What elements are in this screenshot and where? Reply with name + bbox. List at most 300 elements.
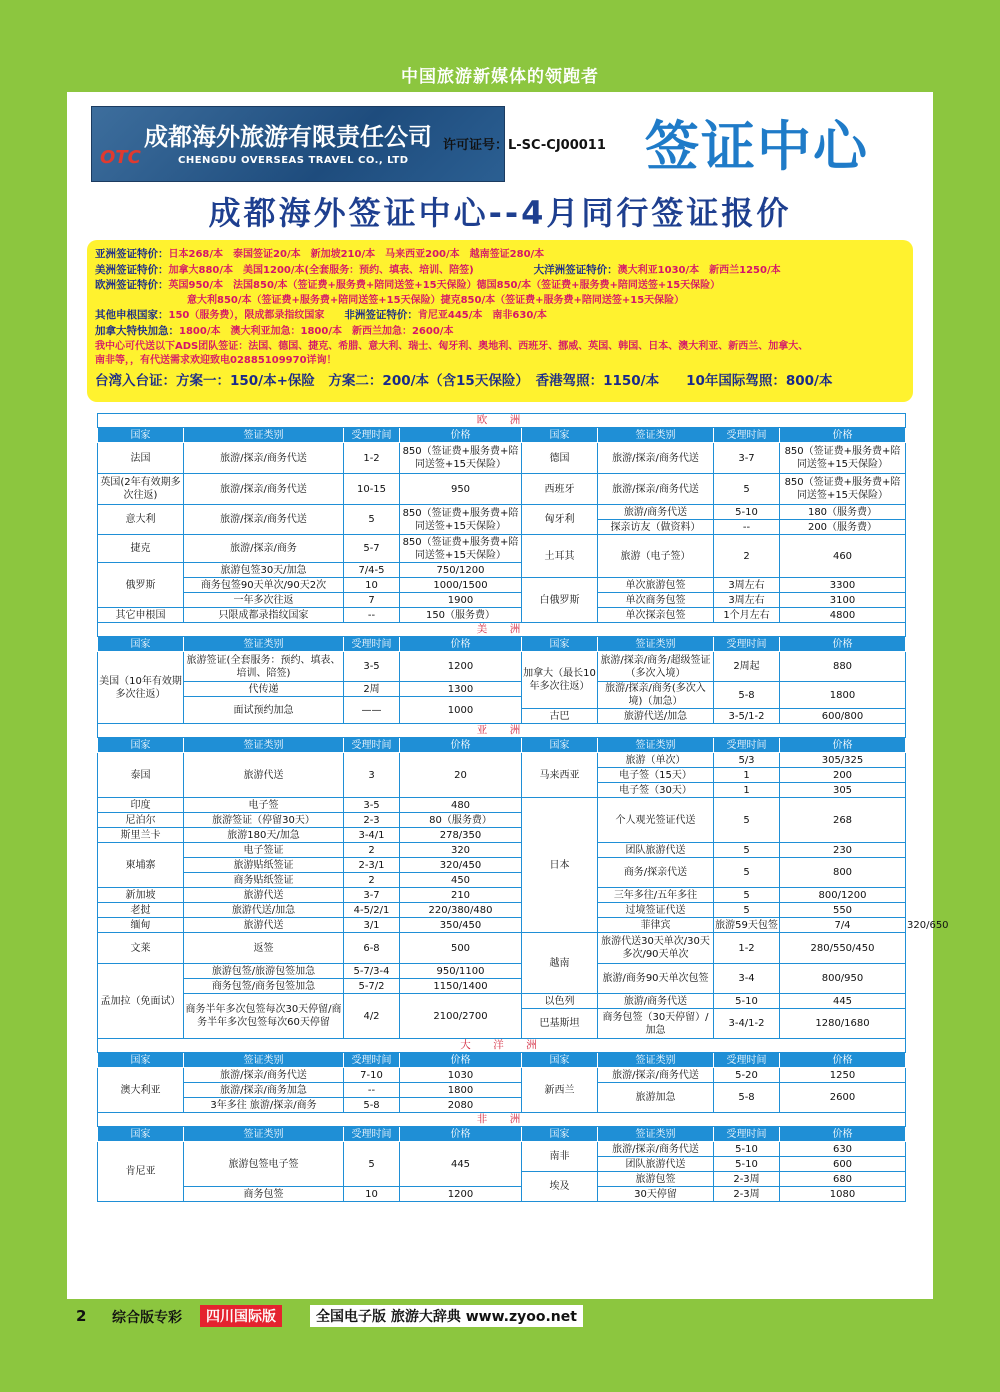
table-cell: 探亲访友（做资料） (598, 520, 714, 535)
page-title: 成都海外签证中心--4月同行签证报价 (208, 194, 792, 232)
table-cell: 150（服务费） (400, 608, 522, 623)
table-row (98, 843, 906, 858)
sichuan-edition-badge: 四川国际版 (200, 1305, 282, 1327)
table-cell: 230 (780, 843, 906, 858)
table-cell: 200 (780, 768, 906, 783)
table-cell: 旅游（电子签） (598, 535, 714, 578)
table-cell: 800/1200 (780, 888, 906, 903)
table-cell: 电子签证 (184, 843, 344, 858)
table-cell: 只限成都录指纹国家 (184, 608, 344, 623)
section-africa: 非 洲 (98, 1113, 906, 1127)
table-cell: 返签 (184, 933, 344, 964)
table-cell: 3年多往 旅游/探亲/商务 (184, 1098, 344, 1113)
table-cell: 旅游/商务代送 (598, 994, 714, 1009)
table-cell: 600/800 (780, 709, 906, 724)
table-cell: 268 (780, 798, 906, 843)
table-cell: 价格 (400, 637, 522, 652)
table-cell: 3-5/1-2 (714, 709, 780, 724)
table-cell: 1000/1500 (400, 578, 522, 593)
table-cell: 柬埔寨 (98, 843, 184, 888)
table-cell: 受理时间 (344, 738, 400, 753)
promo-line-express: 加拿大特快加急：1800/本 澳大利亚加急：1800/本 新西兰加急：2600/本 (95, 324, 454, 337)
table-cell: 305 (780, 783, 906, 798)
table-cell: 445 (400, 1142, 522, 1187)
table-cell: 电子签 (184, 798, 344, 813)
table-row (98, 1068, 906, 1083)
table-cell: 旅游/商务代送 (598, 505, 714, 520)
table-cell: 2600 (780, 1083, 906, 1113)
promo-line-taiwan-hk: 台湾入台证：方案一：150/本+保险 方案二：200/本（含15天保险） 香港驾照：1150/本 10年国际驾照：800/本 (95, 372, 833, 389)
table-cell: 以色列 (522, 994, 598, 1009)
table-cell: 5 (714, 888, 780, 903)
table-row (98, 578, 906, 593)
table-cell: 80（服务费） (400, 813, 522, 828)
page-footer (66, 1304, 936, 1328)
table-cell: 280/550/450 (780, 933, 906, 964)
table-cell: 土耳其 (522, 535, 598, 578)
page-number: 2 (76, 1307, 87, 1325)
table-cell: 1 (714, 783, 780, 798)
table-cell: 签证类别 (184, 1053, 344, 1068)
table-cell: 3-7 (344, 888, 400, 903)
table-cell: 电子签（15天） (598, 768, 714, 783)
table-cell: 越南 (522, 933, 598, 994)
table-cell: 320/450 (400, 858, 522, 873)
table-row (98, 593, 906, 608)
table-cell: 2周起 (714, 652, 780, 682)
table-cell: 价格 (780, 637, 906, 652)
table-cell: 印度 (98, 798, 184, 813)
table-cell: 480 (400, 798, 522, 813)
table-cell: 斯里兰卡 (98, 828, 184, 843)
table-cell: 5 (344, 1142, 400, 1187)
table-cell: 750/1200 (400, 563, 522, 578)
table-cell: 缅甸 (98, 918, 184, 933)
table-row (98, 964, 906, 979)
table-cell: -- (344, 1083, 400, 1098)
table-cell: 7/4 (780, 918, 906, 933)
tagline: 中国旅游新媒体的领跑者 (401, 67, 599, 87)
table-cell: 旅游/探亲/商务代送 (184, 1068, 344, 1083)
table-cell: 国家 (522, 637, 598, 652)
table-cell: 签证类别 (598, 1127, 714, 1142)
table-cell: 价格 (400, 1053, 522, 1068)
table-cell: 一年多次往返 (184, 593, 344, 608)
table-header-row (98, 1053, 906, 1068)
visa-center-heading: 签证中心 (645, 115, 869, 178)
table-cell: 价格 (780, 1053, 906, 1068)
table-cell: 1250 (780, 1068, 906, 1083)
table-row (98, 798, 906, 813)
table-cell: 5-10 (714, 994, 780, 1009)
table-cell: 旅游/探亲/商务代送 (598, 443, 714, 474)
table-cell: 价格 (780, 1127, 906, 1142)
table-cell: 1080 (780, 1187, 906, 1202)
table-cell: 旅游/探亲/商务代送 (184, 505, 344, 535)
table-cell: 5-10 (714, 1157, 780, 1172)
edition-label: 综合版专彩 (112, 1310, 182, 1326)
promo-line-europe: 欧洲签证特价：英国950/本 法国850/本（签证费+服务费+陪同送签+15天保险）德国850/本（签证费+服务费+陪同送签+15天保险） (95, 279, 721, 292)
table-cell: 5-7 (344, 535, 400, 563)
website-link[interactable]: 全国电子版 旅游大辞典 www.zyoo.net (310, 1305, 583, 1327)
table-cell: 签证类别 (184, 1127, 344, 1142)
table-cell: 7 (344, 593, 400, 608)
table-cell: 1000 (400, 697, 522, 724)
table-cell: 国家 (522, 1053, 598, 1068)
table-cell: 老挝 (98, 903, 184, 918)
table-cell: 旅游/探亲/商务/超级签证（多次入境） (598, 652, 714, 682)
table-cell: 5-8 (714, 682, 780, 709)
table-cell: 白俄罗斯 (522, 578, 598, 623)
table-cell: 20 (400, 753, 522, 798)
promo-line-ads: 我中心可代送以下ADS团队签证：法国、德国、捷克、希腊、意大利、瑞士、匈牙利、奥地利、西班牙、挪威、英国、韩国、日本、澳大利亚、新西兰、加拿大、 (95, 340, 809, 352)
table-cell: 1个月左右 (714, 608, 780, 623)
table-cell: 澳大利亚 (98, 1068, 184, 1113)
table-cell: 俄罗斯 (98, 563, 184, 608)
promo-line-europe-2: 意大利850/本（签证费+服务费+陪同送签+15天保险）捷克850/本（签证费+服务费+陪同送签+15天保险） (187, 294, 685, 306)
promo-line-america: 美洲签证特价：加拿大880/本 美国1200/本(全套服务：预约、填表、培训、陪签) 大洋洲签证特价：澳大利亚1030/本 新西兰1250/本 (95, 263, 781, 276)
table-cell: 1280/1680 (780, 1009, 906, 1039)
table-cell: 国家 (98, 738, 184, 753)
company-name-cn: 成都海外旅游有限责任公司 (144, 122, 432, 151)
table-cell: 630 (780, 1142, 906, 1157)
table-cell: 2-3/1 (344, 858, 400, 873)
table-cell: 面试预约加急 (184, 697, 344, 724)
table-cell: 旅游代送 (184, 753, 344, 798)
table-cell: 10-15 (344, 474, 400, 505)
table-cell: 5-7/3-4 (344, 964, 400, 979)
table-cell: 305/325 (780, 753, 906, 768)
table-cell: 西班牙 (522, 474, 598, 505)
special-offers-box (87, 240, 913, 402)
table-cell: 国家 (522, 428, 598, 443)
table-header-row (98, 428, 906, 443)
table-cell: 商务半年多次包签每次30天停留/商务半年多次包签每次60天停留 (184, 994, 344, 1039)
table-cell: 旅游包签 (598, 1172, 714, 1187)
table-cell: 600 (780, 1157, 906, 1172)
table-cell: 5-7/2 (344, 979, 400, 994)
table-cell: 受理时间 (344, 637, 400, 652)
table-cell: 800 (780, 858, 906, 888)
table-cell: 1300 (400, 682, 522, 697)
table-cell: 代传递 (184, 682, 344, 697)
table-cell: 1-2 (714, 933, 780, 964)
table-cell: 国家 (98, 1127, 184, 1142)
page-sheet (67, 92, 949, 1299)
table-cell: 旅游贴纸签证 (184, 858, 344, 873)
table-cell: 商务包签（30天停留）/加急 (598, 1009, 714, 1039)
table-cell: 旅游/商务90天单次包签 (598, 964, 714, 994)
table-cell: 旅游包签/旅游包签加急 (184, 964, 344, 979)
table-cell: 捷克 (98, 535, 184, 563)
table-row (98, 652, 906, 682)
table-cell: 南非 (522, 1142, 598, 1172)
table-cell: 278/350 (400, 828, 522, 843)
table-cell: 单次探亲包签 (598, 608, 714, 623)
table-cell: 3周左右 (714, 578, 780, 593)
table-cell: 旅游包签电子签 (184, 1142, 344, 1187)
table-cell: 价格 (400, 1127, 522, 1142)
table-cell: 古巴 (522, 709, 598, 724)
table-cell: 950 (400, 474, 522, 505)
section-oceania: 大 洋 洲 (98, 1039, 906, 1053)
table-cell: 旅游代送 (184, 918, 344, 933)
table-row (98, 903, 906, 918)
table-cell: 180（服务费） (780, 505, 906, 520)
table-header-row (98, 1127, 906, 1142)
table-cell: 5 (344, 505, 400, 535)
table-cell: 旅游/探亲/商务代送 (598, 1142, 714, 1157)
table-cell: 500 (400, 933, 522, 964)
table-cell: 1800 (780, 682, 906, 709)
table-cell: 5 (714, 858, 780, 888)
table-cell: 单次商务包签 (598, 593, 714, 608)
table-cell: 3-5 (344, 798, 400, 813)
table-cell: 5 (714, 903, 780, 918)
table-cell: 10 (344, 578, 400, 593)
table-row: 缅甸 旅游代送 3/1 350/450 菲律宾 旅游59天包签 7/4 320/650 (98, 918, 906, 933)
company-name-en: CHENGDU OVERSEAS TRAVEL CO., LTD (178, 155, 409, 166)
table-cell: 450 (400, 873, 522, 888)
table-cell: 受理时间 (344, 1053, 400, 1068)
table-cell: 445 (780, 994, 906, 1009)
table-cell: 5 (714, 843, 780, 858)
table-row (98, 753, 906, 768)
table-cell: 受理时间 (714, 738, 780, 753)
table-cell: 850（签证费+服务费+陪同送签+15天保险） (400, 443, 522, 474)
table-cell: 三年多往/五年多往 (598, 888, 714, 903)
table-cell: 美国（10年有效期多次往返） (98, 652, 184, 724)
table-header-row (98, 738, 906, 753)
table-cell: 5-20 (714, 1068, 780, 1083)
table-cell: 旅游/探亲/商务代送 (598, 474, 714, 505)
table-row (98, 443, 906, 474)
promo-line-schengen: 其他申根国家：150（服务费），限成都录指纹国家 非洲签证特价：肯尼亚445/本 南非630/本 (95, 309, 547, 322)
table-cell: 商务包签/商务包签加急 (184, 979, 344, 994)
table-cell: 460 (780, 535, 906, 578)
table-cell: 英国(2年有效期多次往返) (98, 474, 184, 505)
section-europe: 欧 洲 (98, 414, 906, 428)
table-cell: 签证类别 (184, 637, 344, 652)
table-cell: 3100 (780, 593, 906, 608)
table-cell: 850（签证费+服务费+陪同送签+15天保险） (400, 505, 522, 535)
table-cell: 文莱 (98, 933, 184, 964)
table-cell: 1 (714, 768, 780, 783)
table-cell: 550 (780, 903, 906, 918)
table-cell: 5 (714, 798, 780, 843)
table-cell: 商务贴纸签证 (184, 873, 344, 888)
table-row (98, 933, 906, 964)
visa-price-table (97, 413, 949, 1202)
table-cell: 单次旅游包签 (598, 578, 714, 593)
table-cell: 1200 (400, 1187, 522, 1202)
table-cell: 2 (714, 535, 780, 578)
table-cell: 旅游加急 (598, 1083, 714, 1113)
license-number: 许可证号：L-SC-CJ00011 (443, 138, 606, 153)
table-cell: 旅游签证(全套服务：预约、填表、培训、陪签) (184, 652, 344, 682)
table-row (98, 994, 906, 1009)
table-cell: 3-4/1-2 (714, 1009, 780, 1039)
table-cell: 价格 (400, 738, 522, 753)
table-cell: 5-10 (714, 505, 780, 520)
table-cell: 签证类别 (184, 738, 344, 753)
table-cell: 菲律宾 (598, 918, 714, 933)
table-cell: 1800 (400, 1083, 522, 1098)
table-cell: 旅游/探亲/商务代送 (184, 474, 344, 505)
table-row (98, 505, 906, 520)
table-cell: 价格 (400, 428, 522, 443)
table-cell: 1900 (400, 593, 522, 608)
promo-line-ads-2: 南非等，，有代送需求欢迎致电02885109970详询！ (95, 355, 337, 367)
table-cell: 商务包签 (184, 1187, 344, 1202)
table-cell: -- (714, 520, 780, 535)
table-cell: 国家 (98, 637, 184, 652)
table-cell: 匈牙利 (522, 505, 598, 535)
table-cell: 200（服务费） (780, 520, 906, 535)
table-cell: 意大利 (98, 505, 184, 535)
table-cell: 泰国 (98, 753, 184, 798)
table-cell: 受理时间 (714, 637, 780, 652)
table-cell: 商务包签90天单次/90天2次 (184, 578, 344, 593)
table-header-row (98, 637, 906, 652)
table-cell: 3-4 (714, 964, 780, 994)
table-cell: 4/2 (344, 994, 400, 1039)
table-cell: 尼泊尔 (98, 813, 184, 828)
table-row (98, 888, 906, 903)
table-cell: 个人观光签证代送 (598, 798, 714, 843)
table-cell: 商务/探亲代送 (598, 858, 714, 888)
table-cell: 950/1100 (400, 964, 522, 979)
table-cell: 3/1 (344, 918, 400, 933)
table-cell: 7-10 (344, 1068, 400, 1083)
section-asia: 亚 洲 (98, 724, 906, 738)
table-cell: 埃及 (522, 1172, 598, 1202)
promo-line-asia: 亚洲签证特价：日本268/本 泰国签证20/本 新加坡210/本 马来西亚200/本 越南签证280/本 (95, 248, 545, 260)
table-row (98, 858, 906, 873)
table-cell: 850（签证费+服务费+陪同送签+15天保险） (400, 535, 522, 563)
table-cell: —— (344, 697, 400, 724)
table-cell: 4-5/2/1 (344, 903, 400, 918)
table-row (98, 608, 906, 623)
table-cell: 其它申根国 (98, 608, 184, 623)
table-cell: 3周左右 (714, 593, 780, 608)
table-cell: 7/4-5 (344, 563, 400, 578)
table-cell: 1-2 (344, 443, 400, 474)
table-cell: 电子签（30天） (598, 783, 714, 798)
table-cell: 2 (344, 873, 400, 888)
table-cell: 新西兰 (522, 1068, 598, 1113)
table-cell: 2-3 (344, 813, 400, 828)
table-cell: 旅游签证（停留30天） (184, 813, 344, 828)
table-cell: 签证类别 (598, 637, 714, 652)
table-cell: 旅游代送/加急 (598, 709, 714, 724)
table-cell: 320 (400, 843, 522, 858)
table-cell: 国家 (98, 428, 184, 443)
table-cell: 2周 (344, 682, 400, 697)
section-america: 美 洲 (98, 623, 906, 637)
table-cell: 旅游59天包签 (715, 919, 778, 931)
table-cell: 受理时间 (344, 1127, 400, 1142)
table-cell: 800/950 (780, 964, 906, 994)
table-cell: 5 (714, 474, 780, 505)
table-cell: 3300 (780, 578, 906, 593)
table-cell: 3-7 (714, 443, 780, 474)
table-cell: 850（签证费+服务费+陪同送签+15天保险） (780, 443, 906, 474)
table-cell: 孟加拉（免面试） (98, 964, 184, 1039)
table-cell: 350/450 (400, 918, 522, 933)
table-cell: 过境签证代送 (598, 903, 714, 918)
table-cell: 加拿大（最长10年多次往返） (522, 652, 598, 709)
table-cell: 旅游/探亲/商务 (184, 535, 344, 563)
table-cell: 国家 (522, 738, 598, 753)
table-cell: 国家 (98, 1053, 184, 1068)
table-cell: 受理时间 (344, 428, 400, 443)
table-cell: 3-5 (344, 652, 400, 682)
table-cell: 受理时间 (714, 1127, 780, 1142)
table-row (98, 1083, 906, 1098)
table-cell: 30天停留 (598, 1187, 714, 1202)
table-cell: 签证类别 (598, 1053, 714, 1068)
table-cell: 旅游包签30天/加急 (184, 563, 344, 578)
table-cell: 5-8 (714, 1083, 780, 1113)
table-cell: 新加坡 (98, 888, 184, 903)
table-cell: 3 (344, 753, 400, 798)
price-tables (97, 413, 949, 1202)
table-cell: 680 (780, 1172, 906, 1187)
table-cell: 6-8 (344, 933, 400, 964)
table-cell: 210 (400, 888, 522, 903)
table-cell: 旅游/探亲/商务代送 (598, 1068, 714, 1083)
table-row (98, 474, 906, 505)
table-cell: 5-10 (714, 1142, 780, 1157)
table-row (98, 1187, 906, 1202)
table-cell: 10 (344, 1187, 400, 1202)
table-cell: 签证类别 (184, 428, 344, 443)
table-cell: 2-3周 (714, 1187, 780, 1202)
table-cell: 价格 (780, 428, 906, 443)
table-cell: 旅游代送 (184, 888, 344, 903)
table-cell: 220/380/480 (400, 903, 522, 918)
table-cell: 2-3周 (714, 1172, 780, 1187)
table-cell: 签证类别 (598, 738, 714, 753)
table-cell: 价格 (780, 738, 906, 753)
table-cell: 旅游180天/加急 (184, 828, 344, 843)
table-cell: 5/3 (714, 753, 780, 768)
table-cell: 团队旅游代送 (598, 1157, 714, 1172)
otc-logo-mark: OTC (100, 147, 141, 168)
table-row (98, 682, 906, 697)
table-cell: 国家 (522, 1127, 598, 1142)
table-cell: 4800 (780, 608, 906, 623)
table-cell: 团队旅游代送 (598, 843, 714, 858)
table-cell: 5-8 (344, 1098, 400, 1113)
table-cell: 2100/2700 (400, 994, 522, 1039)
table-cell: 3-4/1 (344, 828, 400, 843)
table-cell: 日本 (522, 798, 598, 933)
table-cell: 法国 (98, 443, 184, 474)
table-cell: 2080 (400, 1098, 522, 1113)
table-cell: 旅游代送30天单次/30天多次/90天单次 (598, 933, 714, 964)
table-cell: 马来西亚 (522, 753, 598, 798)
table-cell: 德国 (522, 443, 598, 474)
table-cell: 旅游/探亲/商务加急 (184, 1083, 344, 1098)
table-cell: 2 (344, 843, 400, 858)
table-cell: 肯尼亚 (98, 1142, 184, 1202)
table-cell: 巴基斯坦 (522, 1009, 598, 1039)
table-cell: 1030 (400, 1068, 522, 1083)
table-cell: 旅游代送/加急 (184, 903, 344, 918)
table-cell: 850（签证费+服务费+陪同送签+15天保险） (780, 474, 906, 505)
